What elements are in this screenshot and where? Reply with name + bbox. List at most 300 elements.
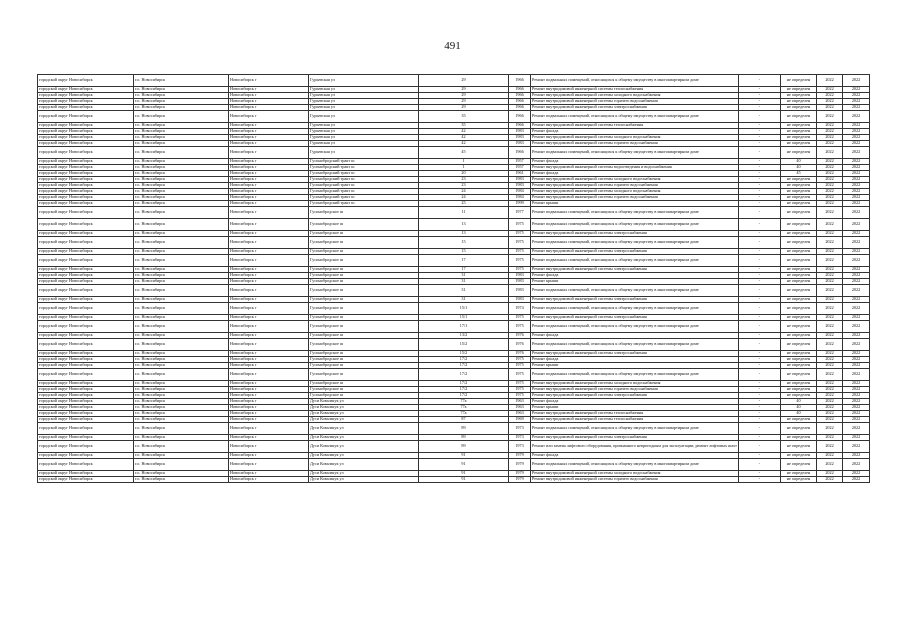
city-cell: Новосибирск г	[229, 405, 309, 411]
work-type-cell: Ремонт внутридомовой инженерной системы горячего водоснабжения	[531, 141, 739, 147]
street-cell: Гурьевская ул	[309, 123, 419, 129]
year-start-cell: 2022	[817, 315, 843, 321]
cost-cell: не определен	[781, 141, 817, 147]
year-cell: 1983	[509, 279, 531, 285]
street-cell: Дуси Ковальчук ул	[309, 405, 419, 411]
year-cell: 1984	[509, 195, 531, 201]
city-cell: Новосибирск г	[229, 381, 309, 387]
year-start-cell: 2022	[817, 405, 843, 411]
dash-cell: -	[739, 279, 781, 285]
settlement-cell: г.о. Новосибирск	[134, 183, 229, 189]
work-type-cell: Ремонт крыши	[531, 201, 739, 207]
year-start-cell: 2022	[817, 423, 843, 435]
street-cell: Дуси Ковальчук ул	[309, 453, 419, 459]
cost-cell: не определен	[781, 99, 817, 105]
cost-cell: не определен	[781, 135, 817, 141]
street-cell: Гурьевская ул	[309, 87, 419, 93]
year-end-cell: 2022	[843, 393, 870, 399]
year-cell: 1966	[509, 99, 531, 105]
house-cell: 45	[419, 147, 509, 159]
dash-cell: -	[739, 207, 781, 219]
settlement-cell: г.о. Новосибирск	[134, 411, 229, 417]
settlement-cell: г.о. Новосибирск	[134, 93, 229, 99]
year-cell: 1975	[509, 393, 531, 399]
year-start-cell: 2022	[817, 105, 843, 111]
year-start-cell: 2022	[817, 195, 843, 201]
cost-cell: не определен	[781, 105, 817, 111]
year-end-cell: 2022	[843, 441, 870, 453]
year-end-cell: 2022	[843, 387, 870, 393]
dash-cell: -	[739, 177, 781, 183]
municipality-cell: городской округ Новосибирск	[38, 279, 134, 285]
work-type-cell: Ремонт внутридомовой инженерной системы холодного водоснабжения	[531, 471, 739, 477]
house-cell: 29	[419, 105, 509, 111]
house-cell: 17/2	[419, 393, 509, 399]
work-type-cell: Ремонт внутридомовой инженерной системы электроснабжения	[531, 393, 739, 399]
cost-cell: не определен	[781, 369, 817, 381]
municipality-cell: городской округ Новосибирск	[38, 141, 134, 147]
dash-cell: -	[739, 183, 781, 189]
table-row	[38, 477, 870, 483]
work-type-cell: Ремонт крыши	[531, 363, 739, 369]
work-type-cell: Ремонт подвальных помещений, относящихся к общему имуществу в многоквартирном доме	[531, 423, 739, 435]
year-cell: 1966	[509, 87, 531, 93]
settlement-cell: г.о. Новосибирск	[134, 351, 229, 357]
dash-cell: -	[739, 411, 781, 417]
street-cell: Гурьевская ул	[309, 111, 419, 123]
city-cell: Новосибирск г	[229, 165, 309, 171]
year-end-cell: 2022	[843, 351, 870, 357]
house-cell: 17/2	[419, 381, 509, 387]
city-cell: Новосибирск г	[229, 435, 309, 441]
house-cell: 77а	[419, 411, 509, 417]
year-cell: 1984	[509, 189, 531, 195]
year-end-cell: 2022	[843, 99, 870, 105]
cost-cell: не определен	[781, 129, 817, 135]
dash-cell: -	[739, 231, 781, 237]
cost-cell: 45	[781, 171, 817, 177]
table-row	[38, 441, 870, 453]
year-start-cell: 2022	[817, 123, 843, 129]
work-type-cell: Ремонт внутридомовой инженерной системы холодного водоснабжения	[531, 177, 739, 183]
year-end-cell: 2022	[843, 477, 870, 483]
work-type-cell: Ремонт подвальных помещений, относящихся к общему имуществу в многоквартирном доме	[531, 339, 739, 351]
year-end-cell: 2022	[843, 369, 870, 381]
street-cell: Гусинобродское ш	[309, 351, 419, 357]
street-cell: Гусинобродское ш	[309, 333, 419, 339]
year-cell: 1975	[509, 387, 531, 393]
house-cell: 89	[419, 423, 509, 435]
municipality-cell: городской округ Новосибирск	[38, 357, 134, 363]
year-start-cell: 2022	[817, 393, 843, 399]
house-cell: 91	[419, 453, 509, 459]
cost-cell: не определен	[781, 255, 817, 267]
table-row	[38, 111, 870, 123]
street-cell: Гусинобродский тракт ш	[309, 183, 419, 189]
year-cell: 1966	[509, 105, 531, 111]
dash-cell: -	[739, 273, 781, 279]
house-cell: 29	[419, 99, 509, 105]
municipality-cell: городской округ Новосибирск	[38, 387, 134, 393]
settlement-cell: г.о. Новосибирск	[134, 123, 229, 129]
work-type-cell: Ремонт внутридомовой инженерной системы водоотведения и водоснабжения	[531, 165, 739, 171]
dash-cell: -	[739, 333, 781, 339]
settlement-cell: г.о. Новосибирск	[134, 231, 229, 237]
settlement-cell: г.о. Новосибирск	[134, 393, 229, 399]
dash-cell: -	[739, 75, 781, 87]
year-start-cell: 2022	[817, 471, 843, 477]
work-type-cell: Ремонт внутридомовой инженерной системы электроснабжения	[531, 297, 739, 303]
year-cell: 1999	[509, 201, 531, 207]
year-end-cell: 2022	[843, 231, 870, 237]
cost-cell: не определен	[781, 339, 817, 351]
city-cell: Новосибирск г	[229, 159, 309, 165]
work-type-cell: Ремонт подвальных помещений, относящихся к общему имуществу в многоквартирном доме	[531, 207, 739, 219]
year-cell: 1979	[509, 471, 531, 477]
year-end-cell: 2022	[843, 147, 870, 159]
year-start-cell: 2022	[817, 363, 843, 369]
work-type-cell: Ремонт крыши	[531, 405, 739, 411]
street-cell: Дуси Ковальчук ул	[309, 423, 419, 435]
year-cell: 1983	[509, 297, 531, 303]
city-cell: Новосибирск г	[229, 369, 309, 381]
year-start-cell: 2022	[817, 459, 843, 471]
house-cell: 91	[419, 471, 509, 477]
city-cell: Новосибирск г	[229, 141, 309, 147]
year-end-cell: 2022	[843, 459, 870, 471]
city-cell: Новосибирск г	[229, 417, 309, 423]
work-type-cell: Ремонт внутридомовой инженерной системы электроснабжения	[531, 351, 739, 357]
cost-cell: не определен	[781, 417, 817, 423]
municipality-cell: городской округ Новосибирск	[38, 285, 134, 297]
city-cell: Новосибирск г	[229, 93, 309, 99]
table-row	[38, 459, 870, 471]
city-cell: Новосибирск г	[229, 189, 309, 195]
city-cell: Новосибирск г	[229, 453, 309, 459]
work-type-cell: Ремонт внутридомовой инженерной системы холодного водоснабжения	[531, 135, 739, 141]
house-cell: 42	[419, 135, 509, 141]
year-end-cell: 2022	[843, 255, 870, 267]
city-cell: Новосибирск г	[229, 459, 309, 471]
municipality-cell: городской округ Новосибирск	[38, 183, 134, 189]
municipality-cell: городской округ Новосибирск	[38, 195, 134, 201]
city-cell: Новосибирск г	[229, 99, 309, 105]
year-cell: 1975	[509, 231, 531, 237]
work-type-cell: Ремонт внутридомовой инженерной системы горячего водоснабжения	[531, 477, 739, 483]
settlement-cell: г.о. Новосибирск	[134, 435, 229, 441]
municipality-cell: городской округ Новосибирск	[38, 363, 134, 369]
table-row	[38, 147, 870, 159]
city-cell: Новосибирск г	[229, 111, 309, 123]
municipality-cell: городской округ Новосибирск	[38, 381, 134, 387]
year-start-cell: 2022	[817, 279, 843, 285]
work-type-cell: Ремонт подвальных помещений, относящихся к общему имуществу в многоквартирном доме	[531, 459, 739, 471]
year-start-cell: 2022	[817, 381, 843, 387]
work-type-cell: Ремонт внутридомовой инженерной системы теплоснабжения	[531, 417, 739, 423]
settlement-cell: г.о. Новосибирск	[134, 237, 229, 249]
year-end-cell: 2022	[843, 105, 870, 111]
page-number: 491	[444, 40, 461, 52]
street-cell: Гусинобродское ш	[309, 279, 419, 285]
settlement-cell: г.о. Новосибирск	[134, 87, 229, 93]
city-cell: Новосибирск г	[229, 135, 309, 141]
settlement-cell: г.о. Новосибирск	[134, 273, 229, 279]
street-cell: Гурьевская ул	[309, 105, 419, 111]
work-type-cell: Ремонт фасада	[531, 453, 739, 459]
table-row	[38, 369, 870, 381]
city-cell: Новосибирск г	[229, 423, 309, 435]
cost-cell: не определен	[781, 249, 817, 255]
city-cell: Новосибирск г	[229, 351, 309, 357]
settlement-cell: г.о. Новосибирск	[134, 285, 229, 297]
settlement-cell: г.о. Новосибирск	[134, 423, 229, 435]
work-type-cell: Ремонт фасада	[531, 399, 739, 405]
work-type-cell: Ремонт подвальных помещений, относящихся к общему имуществу в многоквартирном доме	[531, 147, 739, 159]
municipality-cell: городской округ Новосибирск	[38, 75, 134, 87]
settlement-cell: г.о. Новосибирск	[134, 381, 229, 387]
dash-cell: -	[739, 123, 781, 129]
municipality-cell: городской округ Новосибирск	[38, 351, 134, 357]
year-end-cell: 2022	[843, 303, 870, 315]
dash-cell: -	[739, 129, 781, 135]
year-cell: 1966	[509, 93, 531, 99]
street-cell: Гусинобродское ш	[309, 273, 419, 279]
work-type-cell: Ремонт подвальных помещений, относящихся к общему имуществу в многоквартирном доме	[531, 75, 739, 87]
year-end-cell: 2022	[843, 75, 870, 87]
house-cell: 17/2	[419, 387, 509, 393]
city-cell: Новосибирск г	[229, 273, 309, 279]
municipality-cell: городской округ Новосибирск	[38, 273, 134, 279]
city-cell: Новосибирск г	[229, 147, 309, 159]
year-start-cell: 2022	[817, 177, 843, 183]
table-row	[38, 219, 870, 231]
year-cell: 1975	[509, 369, 531, 381]
city-cell: Новосибирск г	[229, 171, 309, 177]
work-type-cell: Ремонт внутридомовой инженерной системы горячего водоснабжения	[531, 387, 739, 393]
work-type-cell: Ремонт подвальных помещений, относящихся к общему имуществу в многоквартирном доме	[531, 219, 739, 231]
cost-cell: не определен	[781, 459, 817, 471]
municipality-cell: городской округ Новосибирск	[38, 471, 134, 477]
settlement-cell: г.о. Новосибирск	[134, 357, 229, 363]
table-row	[38, 207, 870, 219]
house-cell: 15/1	[419, 315, 509, 321]
house-cell: 17/2	[419, 363, 509, 369]
year-start-cell: 2022	[817, 333, 843, 339]
municipality-cell: городской округ Новосибирск	[38, 219, 134, 231]
street-cell: Гусинобродское ш	[309, 219, 419, 231]
cost-cell: не определен	[781, 267, 817, 273]
year-start-cell: 2022	[817, 255, 843, 267]
work-type-cell: Ремонт фасада	[531, 171, 739, 177]
settlement-cell: г.о. Новосибирск	[134, 219, 229, 231]
year-start-cell: 2022	[817, 303, 843, 315]
street-cell: Гусинобродский тракт ш	[309, 189, 419, 195]
year-end-cell: 2022	[843, 165, 870, 171]
house-cell: 15	[419, 237, 509, 249]
dash-cell: -	[739, 477, 781, 483]
municipality-cell: городской округ Новосибирск	[38, 321, 134, 333]
street-cell: Дуси Ковальчук ул	[309, 459, 419, 471]
city-cell: Новосибирск г	[229, 393, 309, 399]
municipality-cell: городской округ Новосибирск	[38, 207, 134, 219]
dash-cell: -	[739, 195, 781, 201]
year-start-cell: 2022	[817, 159, 843, 165]
house-cell: 17	[419, 267, 509, 273]
year-cell: 1969	[509, 417, 531, 423]
cost-cell: не определен	[781, 441, 817, 453]
settlement-cell: г.о. Новосибирск	[134, 135, 229, 141]
dash-cell: -	[739, 255, 781, 267]
year-cell: 1975	[509, 381, 531, 387]
year-end-cell: 2022	[843, 471, 870, 477]
municipality-cell: городской округ Новосибирск	[38, 129, 134, 135]
year-end-cell: 2022	[843, 219, 870, 231]
city-cell: Новосибирск г	[229, 201, 309, 207]
work-type-cell: Ремонт внутридомовой инженерной системы холодного водоснабжения	[531, 189, 739, 195]
municipality-cell: городской округ Новосибирск	[38, 237, 134, 249]
city-cell: Новосибирск г	[229, 411, 309, 417]
year-start-cell: 2022	[817, 219, 843, 231]
cost-cell: не определен	[781, 435, 817, 441]
settlement-cell: г.о. Новосибирск	[134, 177, 229, 183]
year-start-cell: 2022	[817, 297, 843, 303]
municipality-cell: городской округ Новосибирск	[38, 453, 134, 459]
city-cell: Новосибирск г	[229, 357, 309, 363]
cost-cell: не определен	[781, 195, 817, 201]
table-row	[38, 255, 870, 267]
street-cell: Гусинобродское ш	[309, 249, 419, 255]
work-type-cell: Ремонт внутридомовой инженерной системы горячего водоснабжения	[531, 99, 739, 105]
cost-cell: не определен	[781, 285, 817, 297]
settlement-cell: г.о. Новосибирск	[134, 129, 229, 135]
dash-cell: -	[739, 315, 781, 321]
year-cell: 1983	[509, 177, 531, 183]
street-cell: Гусинобродское ш	[309, 357, 419, 363]
dash-cell: -	[739, 459, 781, 471]
table-row	[38, 321, 870, 333]
municipality-cell: городской округ Новосибирск	[38, 147, 134, 159]
street-cell: Гусинобродское ш	[309, 369, 419, 381]
street-cell: Дуси Ковальчук ул	[309, 411, 419, 417]
year-cell: 1977	[509, 207, 531, 219]
settlement-cell: г.о. Новосибирск	[134, 453, 229, 459]
year-cell: 1973	[509, 441, 531, 453]
house-cell: 29	[419, 75, 509, 87]
year-start-cell: 2022	[817, 351, 843, 357]
city-cell: Новосибирск г	[229, 105, 309, 111]
settlement-cell: г.о. Новосибирск	[134, 99, 229, 105]
municipality-cell: городской округ Новосибирск	[38, 87, 134, 93]
table-row	[38, 423, 870, 435]
house-cell: 11	[419, 207, 509, 219]
street-cell: Дуси Ковальчук ул	[309, 435, 419, 441]
dash-cell: -	[739, 189, 781, 195]
house-cell: 17/1	[419, 321, 509, 333]
dash-cell: -	[739, 93, 781, 99]
dash-cell: -	[739, 171, 781, 177]
settlement-cell: г.о. Новосибирск	[134, 441, 229, 453]
house-cell: 87	[419, 417, 509, 423]
cost-cell: не определен	[781, 207, 817, 219]
city-cell: Новосибирск г	[229, 285, 309, 297]
municipality-cell: городской округ Новосибирск	[38, 339, 134, 351]
year-cell: 1966	[509, 123, 531, 129]
cost-cell: не определен	[781, 333, 817, 339]
settlement-cell: г.о. Новосибирск	[134, 201, 229, 207]
cost-cell: не определен	[781, 303, 817, 315]
cost-cell: не определен	[781, 297, 817, 303]
year-cell: 1975	[509, 321, 531, 333]
settlement-cell: г.о. Новосибирск	[134, 315, 229, 321]
house-cell: 31	[419, 297, 509, 303]
city-cell: Новосибирск г	[229, 333, 309, 339]
year-start-cell: 2022	[817, 93, 843, 99]
municipality-cell: городской округ Новосибирск	[38, 93, 134, 99]
work-type-cell: Ремонт внутридомовой инженерной системы горячего водоснабжения	[531, 183, 739, 189]
street-cell: Дуси Ковальчук ул	[309, 441, 419, 453]
street-cell: Гусинобродский тракт ш	[309, 171, 419, 177]
dash-cell: -	[739, 351, 781, 357]
year-cell: 1975	[509, 363, 531, 369]
cost-cell: не определен	[781, 423, 817, 435]
work-type-cell: Ремонт или замена лифтового оборудования, признанного непригодным для эксплуатации, ремонт лифтовых шахт	[531, 441, 739, 453]
year-cell: 1966	[509, 147, 531, 159]
year-cell: 1961	[509, 171, 531, 177]
house-cell: 89	[419, 441, 509, 453]
cost-cell: не определен	[781, 219, 817, 231]
house-cell: 31	[419, 279, 509, 285]
work-type-cell: Ремонт внутридомовой инженерной системы электроснабжения	[531, 267, 739, 273]
house-cell: 17	[419, 255, 509, 267]
municipality-cell: городской округ Новосибирск	[38, 369, 134, 381]
dash-cell: -	[739, 249, 781, 255]
year-cell: 1983	[509, 285, 531, 297]
dash-cell: -	[739, 159, 781, 165]
dash-cell: -	[739, 381, 781, 387]
cost-cell: 40	[781, 405, 817, 411]
year-end-cell: 2022	[843, 195, 870, 201]
dash-cell: -	[739, 393, 781, 399]
house-cell: 35	[419, 111, 509, 123]
dash-cell: -	[739, 219, 781, 231]
settlement-cell: г.о. Новосибирск	[134, 195, 229, 201]
year-start-cell: 2022	[817, 357, 843, 363]
settlement-cell: г.о. Новосибирск	[134, 471, 229, 477]
municipality-cell: городской округ Новосибирск	[38, 315, 134, 321]
municipality-cell: городской округ Новосибирск	[38, 123, 134, 129]
settlement-cell: г.о. Новосибирск	[134, 159, 229, 165]
dash-cell: -	[739, 453, 781, 459]
city-cell: Новосибирск г	[229, 297, 309, 303]
cost-cell: не определен	[781, 357, 817, 363]
table-row	[38, 75, 870, 87]
street-cell: Дуси Ковальчук ул	[309, 399, 419, 405]
year-cell: 1963	[509, 405, 531, 411]
street-cell: Гусинобродское ш	[309, 363, 419, 369]
year-start-cell: 2022	[817, 237, 843, 249]
year-end-cell: 2022	[843, 207, 870, 219]
house-cell: 23	[419, 183, 509, 189]
municipality-cell: городской округ Новосибирск	[38, 135, 134, 141]
house-cell: 31	[419, 285, 509, 297]
cost-cell: не определен	[781, 177, 817, 183]
dash-cell: -	[739, 471, 781, 477]
city-cell: Новосибирск г	[229, 363, 309, 369]
dash-cell: -	[739, 297, 781, 303]
work-type-cell: Ремонт фасада	[531, 357, 739, 363]
settlement-cell: г.о. Новосибирск	[134, 369, 229, 381]
settlement-cell: г.о. Новосибирск	[134, 189, 229, 195]
